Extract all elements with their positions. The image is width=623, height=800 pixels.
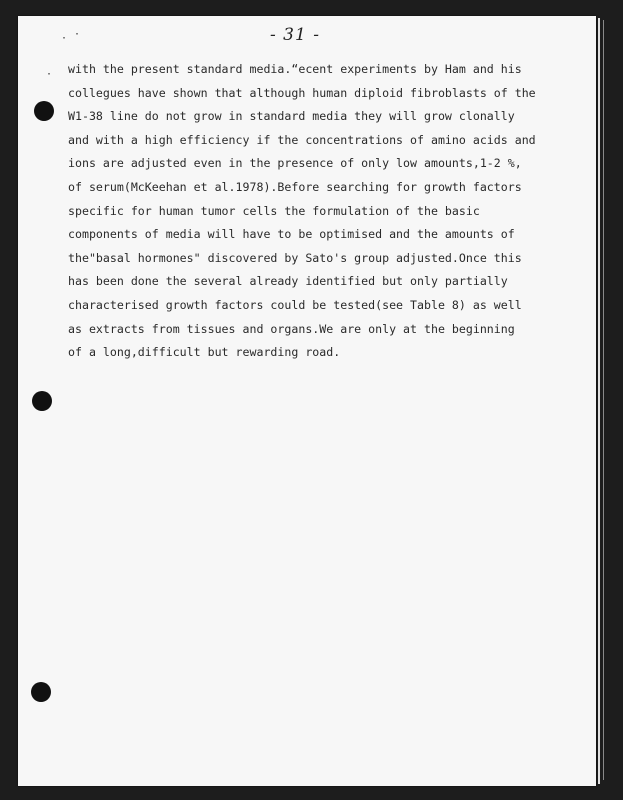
punch-hole-middle <box>32 391 52 411</box>
body-text <box>68 58 568 365</box>
punch-hole-top <box>34 101 54 121</box>
scan-speck: · <box>46 69 53 80</box>
text-line: has been done the several already identified but only partially <box>68 274 508 289</box>
text-line: components of media will have to be optimised and the amounts of <box>68 227 515 242</box>
punch-hole-bottom <box>31 682 51 702</box>
scan-speck: · <box>74 29 81 40</box>
text-line: and with a high efficiency if the concentrations of amino acids and <box>68 132 536 147</box>
text-line: as extracts from tissues and organs.We are only at the beginning <box>68 321 515 336</box>
page-number: - 31 - <box>270 25 320 45</box>
text-line: characterised growth factors could be tested(see Table 8) as well <box>68 297 522 312</box>
text-line: of a long,difficult but rewarding road. <box>68 345 341 360</box>
text-line: W1-38 line do not grow in standard media they will grow clonally <box>68 109 515 124</box>
page-edge <box>598 18 600 784</box>
scan-speck: · <box>61 33 68 44</box>
text-line: of serum(McKeehan et al.1978).Before searching for growth factors <box>68 179 522 194</box>
text-line: collegues have shown that although human diploid fibroblasts of the <box>68 85 536 100</box>
text-line: with the present standard media.“ecent experiments by Ham and his <box>68 62 522 76</box>
text-line: specific for human tumor cells the formulation of the basic <box>68 203 480 218</box>
page-edge-shadow <box>603 20 604 780</box>
text-line: the"basal hormones" discovered by Sato's group adjusted.Once this <box>68 250 522 265</box>
text-line: ions are adjusted even in the presence of only low amounts,1-2 %, <box>68 156 522 171</box>
